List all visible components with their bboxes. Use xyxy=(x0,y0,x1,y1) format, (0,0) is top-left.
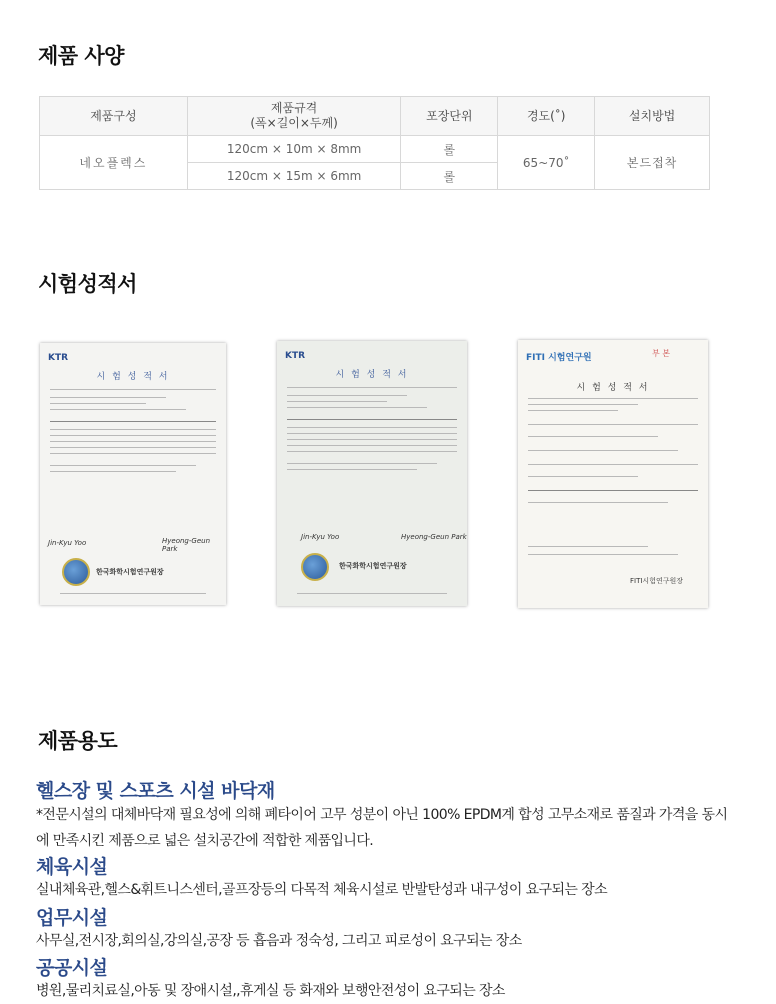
cert-title: 시 험 성 적 서 xyxy=(96,372,170,382)
cert-signature-right: Hyeong-Geun Park xyxy=(162,537,211,553)
usage-heading-public: 공공시설 xyxy=(36,957,108,979)
hardness-value: 65~70˚ xyxy=(498,136,595,190)
cert-org: 한국화학시험연구원장 xyxy=(96,568,164,576)
usage-heading-sports: 헬스장 및 스포츠 시설 바닥재 xyxy=(36,780,275,802)
usage-text-office: 사무실,전시장,회의실,강의실,공장 등 흡음과 정숙성, 그리고 피로성이 요구되는 장소 xyxy=(36,933,522,949)
header-dimensions: 제품규격 (폭×길이×두께) xyxy=(187,97,401,136)
header-composition: 제품구성 xyxy=(40,97,188,136)
cert-stamp: 부 본 xyxy=(652,349,670,358)
usage-heading-office: 업무시설 xyxy=(36,907,108,929)
certificate-image-3[interactable] xyxy=(518,340,708,608)
header-install: 설치방법 xyxy=(595,97,710,136)
cert-signature-left: Jin-Kyu Yoo xyxy=(301,533,340,541)
packaging-row-2: 롤 xyxy=(401,163,498,190)
cert-signature-left: Jin-Kyu Yoo xyxy=(48,539,87,547)
header-hardness: 경도(˚) xyxy=(498,97,595,136)
certificate-gallery xyxy=(0,340,776,610)
cert-title: 시 험 성 적 서 xyxy=(335,370,409,380)
install-method: 본드접착 xyxy=(595,136,710,190)
test-title: 시험성적서 xyxy=(38,272,137,296)
spec-table xyxy=(39,96,710,190)
cert-logo: KTR xyxy=(48,353,69,363)
usage-title: 제품용도 xyxy=(38,729,118,753)
packaging-row-1: 롤 xyxy=(401,136,498,163)
cert-logo: KTR xyxy=(285,351,306,361)
cert-logo: FITI 시험연구원 xyxy=(526,353,592,363)
certificate-image-1[interactable] xyxy=(40,343,226,605)
cert-title: 시 험 성 적 서 xyxy=(576,383,650,393)
size-row-1: 120cm × 10m × 8mm xyxy=(187,136,401,163)
ktr-seal-icon xyxy=(62,558,90,586)
header-packaging: 포장단위 xyxy=(401,97,498,136)
cert-signature-right: Hyeong-Geun Park xyxy=(401,533,467,541)
size-row-2: 120cm × 15m × 6mm xyxy=(187,163,401,190)
usage-text-public: 병원,물리치료실,아동 및 장애시설,,휴게실 등 화재와 보행안전성이 요구되는 장소 xyxy=(36,983,505,999)
spec-title: 제품 사양 xyxy=(38,44,124,68)
product-name: 네오플렉스 xyxy=(40,136,188,190)
cert-org: FITI시험연구원장 xyxy=(630,577,684,585)
ktr-seal-icon xyxy=(301,553,329,581)
usage-text-sports: *전문시설의 대체바닥재 필요성에 의해 폐타이어 고무 성분이 아닌 100% EPDM계 합성 고무소재로 품질과 가격을 동시에 만족시킨 제품으로 넓은 설치공간에 적합한 제품입니다. xyxy=(36,807,728,849)
cert-org: 한국화학시험연구원장 xyxy=(339,562,407,570)
certificate-image-2[interactable] xyxy=(277,341,467,606)
usage-text-athletic: 실내체육관,헬스&휘트니스센터,골프장등의 다목적 체육시설로 반발탄성과 내구성이 요구되는 장소 xyxy=(36,882,608,898)
usage-heading-athletic: 체육시설 xyxy=(36,856,108,878)
